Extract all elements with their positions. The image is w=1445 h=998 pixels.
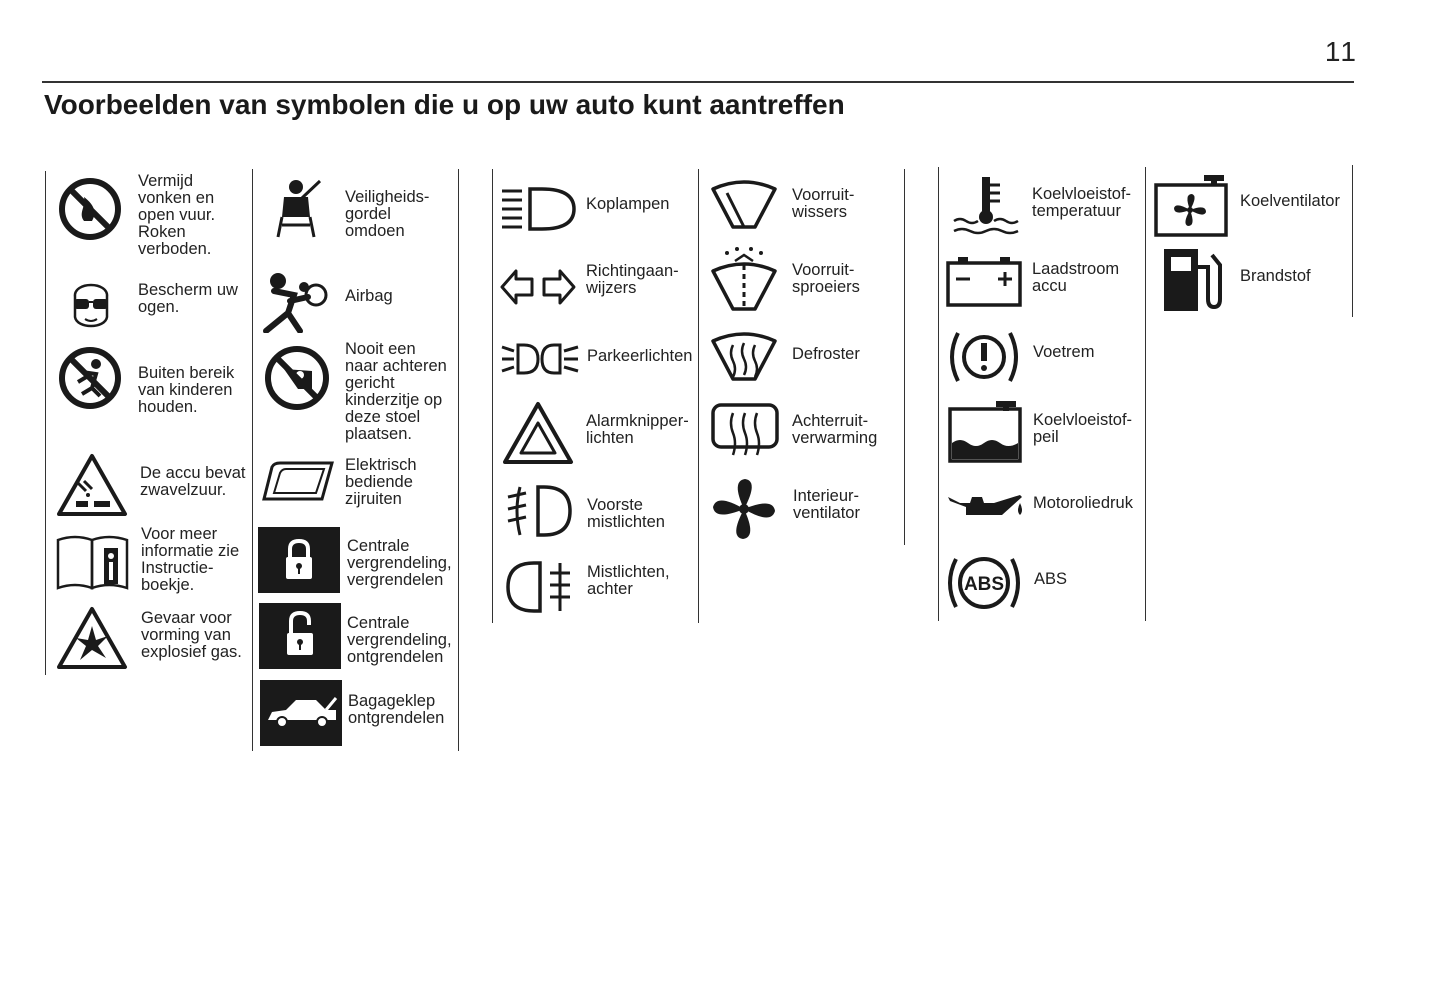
rear-defrost-icon [711,403,779,459]
symbol-label: Centrale vergrendeling, vergrendelen [347,537,452,589]
symbol-label: Elektrisch bediende zijruiten [345,456,417,508]
symbol-label: Koelvloeistof- temperatuur [1032,185,1132,220]
symbol-label: Buiten bereik van kinderen houden. [138,364,235,416]
symbol-label: Achterruit- verwarming [792,412,878,447]
symbol-label: Vermijd vonken en open vuur. Roken verboden. [138,172,216,258]
power-window-icon [260,461,336,503]
column-divider [904,169,905,545]
symbol-label: Bagageklep ontgrendelen [348,692,445,727]
column-divider [458,169,459,751]
fuel-icon [1160,245,1222,313]
symbol-column-3 [492,169,699,623]
hazard-icon [502,401,574,465]
symbol-label: Defroster [792,345,860,363]
trunk-release-icon [260,680,342,746]
symbol-label: Motoroliedruk [1033,494,1133,512]
symbol-label: Parkeerlichten [587,347,693,365]
symbol-column-5 [938,167,1146,621]
symbol-column-2 [252,169,459,751]
symbol-label: Interieur- ventilator [793,487,860,522]
symbol-label: Koplampen [586,195,670,213]
cooling-fan-icon [1154,173,1228,237]
symbol-column-6 [1146,165,1353,317]
symbol-label: Richtingaan- wijzers [586,262,679,297]
fan-icon [711,477,777,541]
symbol-label: ABS [1034,570,1068,588]
battery-icon [946,255,1022,307]
rear-fog-icon [504,559,574,615]
symbol-label: Brandstof [1240,267,1311,285]
symbol-label: Koelventilator [1240,192,1340,210]
lock-closed-icon [258,527,340,593]
lock-open-icon [259,603,341,669]
coolant-temp-icon [952,175,1020,237]
symbol-label: Veiligheids- gordel omdoen [345,188,430,240]
symbol-label: Gevaar voor vorming van explosief gas. [141,609,242,661]
front-fog-icon [504,483,574,539]
explosive-gas-icon [56,606,128,670]
oil-pressure-icon [946,489,1024,525]
symbol-label: Laadstroom accu [1032,260,1120,295]
symbol-label: Centrale vergrendeling, ontgrendelen [347,614,452,666]
symbol-column-1 [45,171,250,675]
column-divider [492,169,493,623]
acid-warning-icon [56,453,128,517]
manual-info-icon [55,532,131,592]
column-divider [252,169,253,751]
abs-icon-text: ABS [963,574,1005,595]
column-divider [45,171,46,675]
headlight-icon [500,185,576,233]
symbol-label: Nooit een naar achteren gericht kinderzitje op deze stoel plaatsen. [345,340,447,443]
symbol-label: Bescherm uw ogen. [138,281,238,316]
seatbelt-icon [270,177,324,241]
airbag-icon [260,267,330,333]
column-divider [938,167,939,621]
eye-protection-icon [67,273,115,335]
symbol-label: De accu bevat zwavelzuur. [140,464,246,499]
coolant-level-icon [948,399,1022,463]
symbol-label: Voorruit- wissers [792,186,855,221]
defrost-icon [709,331,779,383]
symbol-label: Voetrem [1033,343,1095,361]
wiper-icon [709,179,779,231]
symbol-label: Airbag [345,287,393,305]
symbol-label: Voorste mistlichten [587,496,665,531]
page-title: Voorbeelden van symbolen die u op uw auto kunt aantreffen [44,89,845,120]
no-child-seat-icon [264,345,330,411]
symbol-label: Mistlichten, achter [587,563,670,598]
symbol-column-4 [699,169,905,545]
page-number: 11 [1324,36,1358,67]
symbol-label: Voor meer informatie zie Instructie- boekje. [141,525,240,594]
column-divider [1352,165,1353,317]
keep-away-children-icon [58,346,122,410]
symbol-label: Alarmknipper- lichten [586,412,689,447]
parking-light-icon [500,341,580,377]
abs-icon [944,553,1024,613]
header-rule [42,81,1354,83]
brake-icon [944,327,1024,387]
turn-signal-icon [500,267,576,307]
symbol-label: Koelvloeistof- peil [1033,411,1133,446]
washer-icon [709,247,779,313]
symbol-label: Voorruit- sproeiers [792,261,860,296]
no-fire-icon [58,177,122,241]
